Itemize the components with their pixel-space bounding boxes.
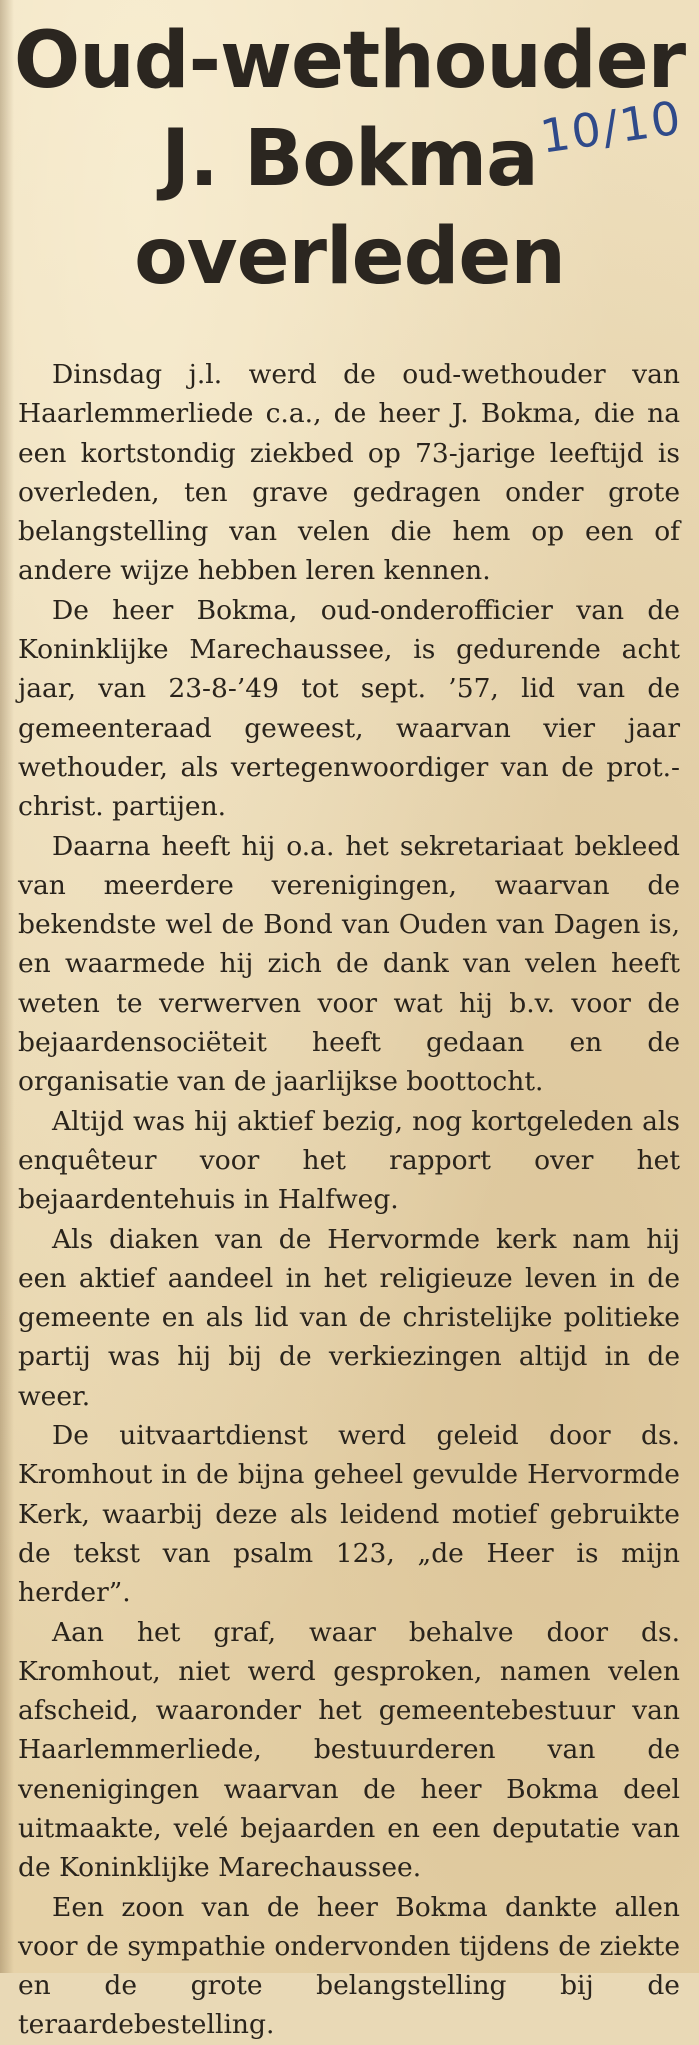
handwritten-date: 10/10 bbox=[536, 90, 686, 164]
headline-line-3: overleden bbox=[134, 212, 565, 302]
paragraph: Daarna heeft hij o.a. het sekretariaat bekleed van meerdere verenigingen, waarvan de bekendste wel de Bond van Ouden van Dagen is, en waarmede hij zich de dank van velen heeft weten te verwerven voor wat hij b.v. voor de bejaardensociëteit heeft gedaan en de organisatie van de jaarlijkse boottocht. bbox=[18, 830, 680, 1098]
paragraph: Een zoon van de heer Bokma dankte allen voor de sympathie ondervonden tijdens de ziekte en de grote belangstelling bij de teraardebestelling. bbox=[18, 1891, 680, 2041]
headline-line-2: J. Bokma bbox=[161, 114, 538, 204]
paragraph: Dinsdag j.l. werd de oud-wethouder van Haarlemmerliede c.a., de heer J. Bokma, die na een kortstondig ziekbed op 73-jarige leeftijd is overleden, ten grave gedragen onder grote belangstelling van velen die hem op een of andere wijze hebben leren kennen. bbox=[18, 359, 680, 587]
headline-line-1: Oud-wethouder bbox=[13, 16, 686, 106]
paragraph: De uitvaartdienst werd geleid door ds. Kromhout in de bijna geheel gevulde Hervormde Kerk, waarbij deze als leidend motief gebruikte de tekst van psalm 123, „de Heer is mijn herder”. bbox=[18, 1420, 680, 1609]
paragraph: De heer Bokma, oud-onderofficier van de Koninklijke Marechaussee, is gedurende acht jaar, van 23-8-’49 tot sept. ’57, lid van de gemeenteraad geweest, waarvan vier jaar wethouder, als vertegenwoordiger van de prot.-christ. partijen. bbox=[18, 594, 680, 823]
paragraph: Altijd was hij aktief bezig, nog kortgeleden als enquêteur voor het rapport over het bejaardentehuis in Halfweg. bbox=[18, 1105, 680, 1216]
paragraph: Als diaken van de Hervormde kerk nam hij een aktief aandeel in het religieuze leven in de gemeente en als lid van de christelijke politieke partij was hij bij de verkiezingen altijd in de weer. bbox=[18, 1223, 680, 1412]
paragraph: Aan het graf, waar behalve door ds. Kromhout, niet werd gesproken, namen velen afscheid, waaronder het gemeentebestuur van Haarlemmerliede, bestuurderen van de venenigingen waarvan de heer Bokma deel uitmaakte, velé bejaarden en een deputatie van de Koninklijke Marechaussee. bbox=[18, 1616, 680, 1884]
headline bbox=[0, 12, 699, 306]
article-body bbox=[18, 355, 680, 2045]
